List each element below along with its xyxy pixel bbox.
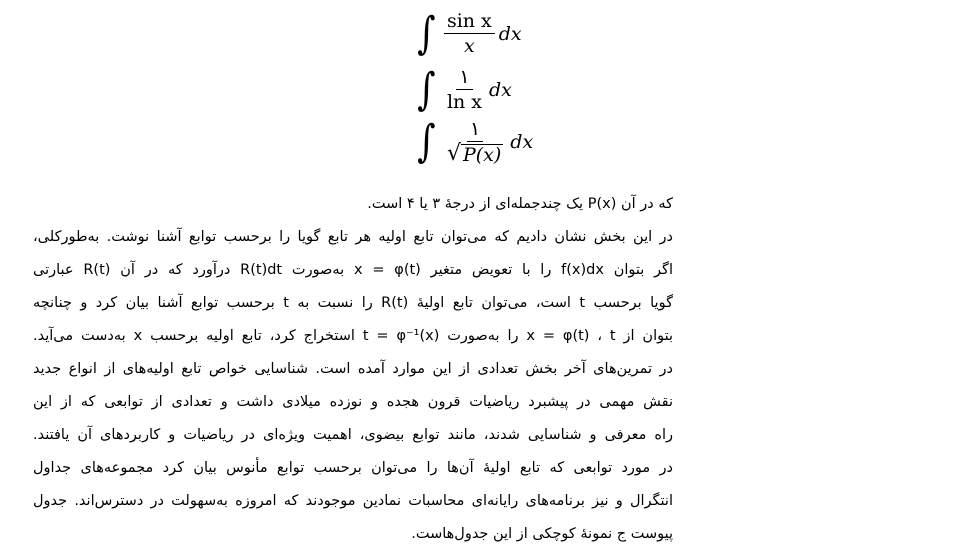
radicand: P(x): [462, 144, 502, 166]
differential: dx: [510, 130, 534, 153]
radical-sign: √: [446, 141, 461, 166]
text-line: اگر بتوان f(x)dx را با تعویض متغیر x = φ(t) به‌صورت R(t)dt درآورد که در آن R(t) عبارتی: [33, 262, 673, 278]
differential: dx: [498, 22, 522, 45]
numerator: sin x: [444, 10, 495, 34]
text-line: نقش مهمی در پیشبرد ریاضیات قرون هجده و نوزده میلادی داشت و تعدادی از توابعی که از این: [33, 394, 673, 410]
differential: dx: [489, 78, 512, 101]
text-line: انتگرال و نیز برنامه‌های رایانه‌ای محاسبات نمادین موجودند که امروزه به‌سهولت در دسترس‌اند. جدول: [33, 493, 673, 509]
square-root: [447, 143, 503, 165]
integral-sign: ∫: [417, 7, 436, 59]
numerator: ۱: [456, 66, 472, 90]
integral-one-over-sqrt-px: [415, 115, 534, 167]
text-line: گویا برحسب t است، می‌توان تابع اولیهٔ R(t) را نسبت به t برحسب توابع آشنا بیان کرد و چنانچه: [33, 295, 673, 311]
text-line: پیوست ج نمونهٔ کوچکی از این جدول‌هاست.: [411, 526, 673, 542]
denominator: x: [463, 35, 475, 57]
text-line: در این بخش نشان دادیم که می‌توان تابع اولیه هر تابع گویا را برحسب توابع آشنا نوشت. به‌طورکلی،: [33, 229, 673, 245]
text-line: در تمرین‌های آخر بخش تعدادی از این موارد آمده است. شناسایی خواص تابع اولیه‌های از انواع جدید: [33, 361, 673, 377]
fraction: [444, 66, 485, 113]
fraction: [444, 10, 495, 57]
denominator: ln x: [446, 91, 483, 113]
text-line: که در آن P(x) یک چندجمله‌ای از درجهٔ ۳ یا ۴ است.: [367, 196, 673, 212]
numerator: ۱: [467, 118, 483, 142]
denominator: [444, 142, 506, 165]
integral-one-over-lnx: [415, 63, 512, 115]
integral-sign: ∫: [417, 115, 436, 167]
text-line: بتوان از x = φ(t) ، t را به‌صورت t = φ⁻¹(x) استخراج کرد، تابع اولیه برحسب x به‌دست می‌آید.: [33, 328, 673, 344]
text-line: در مورد توابعی که تابع اولیهٔ آن‌ها را می‌توان برحسب توابع مأنوس بیان کرد مجموعه‌های جداول: [33, 460, 673, 476]
text-line: راه معرفی و شناسایی شدند، مانند توابع بیضوی، اهمیت ویژه‌ای در ریاضیات و کاربردهای آن یافتند.: [33, 427, 673, 443]
body-text: [33, 188, 673, 551]
fraction: [444, 118, 506, 165]
integral-sign: ∫: [417, 63, 436, 115]
integral-sinx-over-x: [415, 7, 522, 59]
